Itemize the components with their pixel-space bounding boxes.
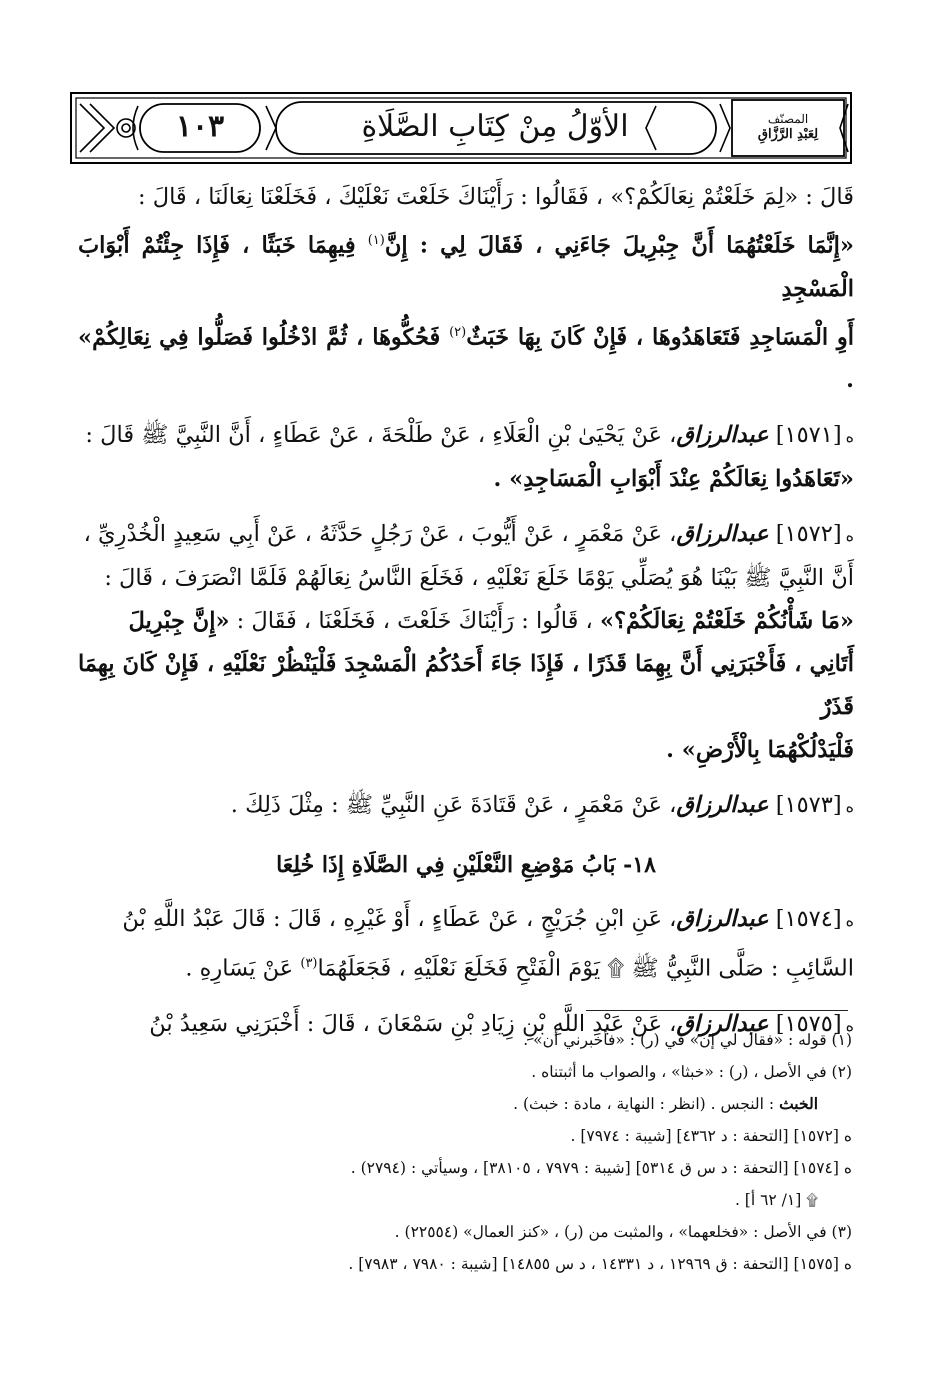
hadith-source: عبدالرزاق xyxy=(676,422,769,448)
hadith-text: ، عَنْ يَحْيَىٰ بْنِ الْعَلَاءِ ، عَنْ طَلْحَةَ ، عَنْ عَطَاءٍ ، أَنَّ النَّبِيَّ ﷺ قَالَ : xyxy=(85,422,677,448)
footnote-3: (٣) في الأصل : «فخلعهما» ، والمثبت من (ر) ، «كنز العمال» (٢٢٥٥٤) . xyxy=(394,1223,852,1241)
hadith-marker: ه xyxy=(845,526,854,545)
text-line: فَحُكُّوهَا ، ثُمَّ ادْخُلُوا فَصَلُّوا فِي نِعَالِكُمْ» . xyxy=(78,324,854,393)
paragraph-continuation xyxy=(78,176,854,402)
text-line: أَوِ الْمَسَاجِدِ فَتَعَاهَدُوهَا ، فَإِنْ كَانَ بِهَا خَبَثٌ xyxy=(466,324,855,350)
footnote-ref[interactable]: (٢) xyxy=(449,324,467,340)
reference-1574: ه [١٥٧٤] [التحفة : د س ق ٥٣١٤] [شيبة : ٧٩٧٩ ، ٣٨١٠٥] ، وسيأتي : (٢٧٩٤) . xyxy=(350,1159,852,1177)
hadith-number: [١٥٧٢] xyxy=(775,521,842,547)
footnote-2: (٢) في الأصل ، (ر) : «خبثا» ، والصواب ما أثبتناه . xyxy=(531,1063,852,1081)
hadith-text: عَنْ يَسَارِهِ . xyxy=(185,955,301,982)
hadith-text: ، عَنِ ابْنِ جُرَيْجٍ ، عَنْ عَطَاءٍ ، أَوْ غَيْرِهِ ، قَالَ : قَالَ عَبْدُ اللَّهِ بْنُ xyxy=(122,906,677,932)
book-logo-bottom: لِعَبْدِ الرَّزَّاقِ xyxy=(757,127,819,142)
hadith-1571 xyxy=(78,414,854,501)
hadith-text: ، عَنْ عَبْدِ اللَّهِ بْنِ زِيَادِ بْنِ سَمْعَانَ ، قَالَ : أَخْبَرَنِي سَعِيدُ بْنُ xyxy=(149,1010,677,1037)
hadith-text: ، قَالُوا : رَأَيْنَاكَ خَلَعْتَ ، فَخَلَعْنَا ، فَقَالَ : xyxy=(229,608,600,634)
hadith-source: عبدالرزاق xyxy=(676,1010,769,1037)
gloss-text: : النجس . (انظر : النهاية ، مادة : خبث) . xyxy=(513,1095,775,1113)
footnote-ref[interactable]: (١) xyxy=(367,233,385,248)
hadith-source: عبدالرزاق xyxy=(676,792,769,818)
chapter-heading: ١٨- بَابُ مَوْضِعِ النَّعْلَيْنِ فِي الصَّلَاةِ إِذَا خُلِعَا xyxy=(276,852,656,878)
hadith-marker: ه xyxy=(845,797,854,816)
book-logo-top: المصنّف xyxy=(767,112,809,126)
hadith-number: [١٥٧١] xyxy=(775,422,842,448)
hadith-source: عبدالرزاق xyxy=(676,521,769,547)
hadith-number: [١٥٧٥] xyxy=(775,1010,842,1037)
hadith-quote: «تَعَاهَدُوا نِعَالَكُمْ عِنْدَ أَبْوَابِ الْمَسَاجِدِ» . xyxy=(493,466,854,492)
reference-1575: ه [١٥٧٥] [التحفة : ق ١٢٩٦٩ ، د ١٤٣٣١ ، د س ١٤٨٥٥] [شيبة : ٧٩٨٠ ، ٧٩٨٣] . xyxy=(348,1255,852,1273)
hadith-marker: ه xyxy=(845,427,854,446)
hadith-1574 xyxy=(78,898,854,991)
text-line: فِيهِمَا خَبَثًا ، فَإِذَا جِئْتُمْ أَبْوَابَ الْمَسْجِدِ xyxy=(78,232,854,302)
book-logo xyxy=(732,100,844,154)
hadith-1572 xyxy=(78,513,854,772)
footnote-1: (١) قوله : «فقال لي إن» في (ر) : «فأخبرني أن» . xyxy=(523,1031,852,1049)
hadith-quote: فَلْيَدْلُكْهُمَا بِالْأَرْضِ» . xyxy=(666,737,854,763)
text-line: قَالَ : «لِمَ خَلَعْتُمْ نِعَالَكُمْ؟» ، فَقَالُوا : رَأَيْنَاكَ خَلَعْتَ نَعْلَيْكَ ، فَخَلَعْنَا نِعَالَنَا ، قَالَ : xyxy=(137,184,854,210)
hadith-number: [١٥٧٣] xyxy=(775,792,842,818)
main-text xyxy=(78,176,854,1059)
hadith-marker: ه xyxy=(845,911,854,930)
text-line: «إِنَّمَا خَلَعْتُهُمَا أَنَّ جِبْرِيلَ جَاءَنِي ، فَقَالَ لِي : إِنَّ xyxy=(384,232,854,259)
hadith-text: ، عَنْ مَعْمَرٍ ، عَنْ قَتَادَةَ عَنِ النَّبِيِّ ﷺ : مِثْلَ ذَلِكَ . xyxy=(230,792,677,818)
footnote-ref[interactable]: (٣) xyxy=(300,956,318,971)
page-header xyxy=(70,92,852,164)
hadith-text: ، عَنْ مَعْمَرٍ ، عَنْ أَيُّوبَ ، عَنْ رَجُلٍ حَدَّثَهُ ، عَنْ أَبِي سَعِيدٍ الْخُدْرِيِّ ، xyxy=(83,521,677,547)
gloss-term: الخبث xyxy=(779,1094,818,1113)
footnote-2-gloss xyxy=(120,1088,852,1120)
hadith-quote: أَتَانِي ، فَأَخْبَرَنِي أَنَّ بِهِمَا قَذَرًا ، فَإِذَا جَاءَ أَحَدُكُمُ الْمَسْجِدَ فَلْيَنْظُرْ نَعْلَيْهِ ، فَإِنْ كَانَ بِهِمَا قَذَرٌ xyxy=(78,651,854,720)
footnotes xyxy=(120,1024,852,1280)
running-title: الأوّلُ مِنْ كِتَابِ الصَّلَاةِ xyxy=(361,108,629,144)
hadith-1573 xyxy=(78,784,854,828)
hadith-text: السَّائِبِ : صَلَّى النَّبِيُّ ﷺ ۩ يَوْمَ الْفَتْحِ فَخَلَعَ نَعْلَيْهِ ، فَجَعَلَهُمَا xyxy=(317,955,854,982)
page-number: ١٠٣ xyxy=(175,108,225,144)
hadith-number: [١٥٧٤] xyxy=(775,906,842,932)
hadith-quote: «إِنَّ جِبْرِيلَ xyxy=(128,608,230,634)
manuscript-folio: ۩ [١/ ٦٢ أ] . xyxy=(734,1191,818,1209)
hadith-quote: «مَا شَأْنُكُمْ خَلَعْتُمْ نِعَالَكُمْ؟» xyxy=(599,608,854,634)
footnote-divider xyxy=(586,1010,848,1011)
hadith-text: أَنَّ النَّبِيَّ ﷺ بَيْنَا هُوَ يُصَلِّي يَوْمًا خَلَعَ نَعْلَيْهِ ، فَخَلَعَ النَّاسُ نِعَالَهُمْ فَلَمَّا انْصَرَفَ ، قَالَ : xyxy=(104,565,854,591)
hadith-marker: ه xyxy=(845,1015,854,1035)
reference-1572: ه [١٥٧٢] [التحفة : د ٤٣٦٢] [شيبة : ٧٩٧٤] . xyxy=(570,1127,852,1145)
hadith-source: عبدالرزاق xyxy=(676,906,769,932)
